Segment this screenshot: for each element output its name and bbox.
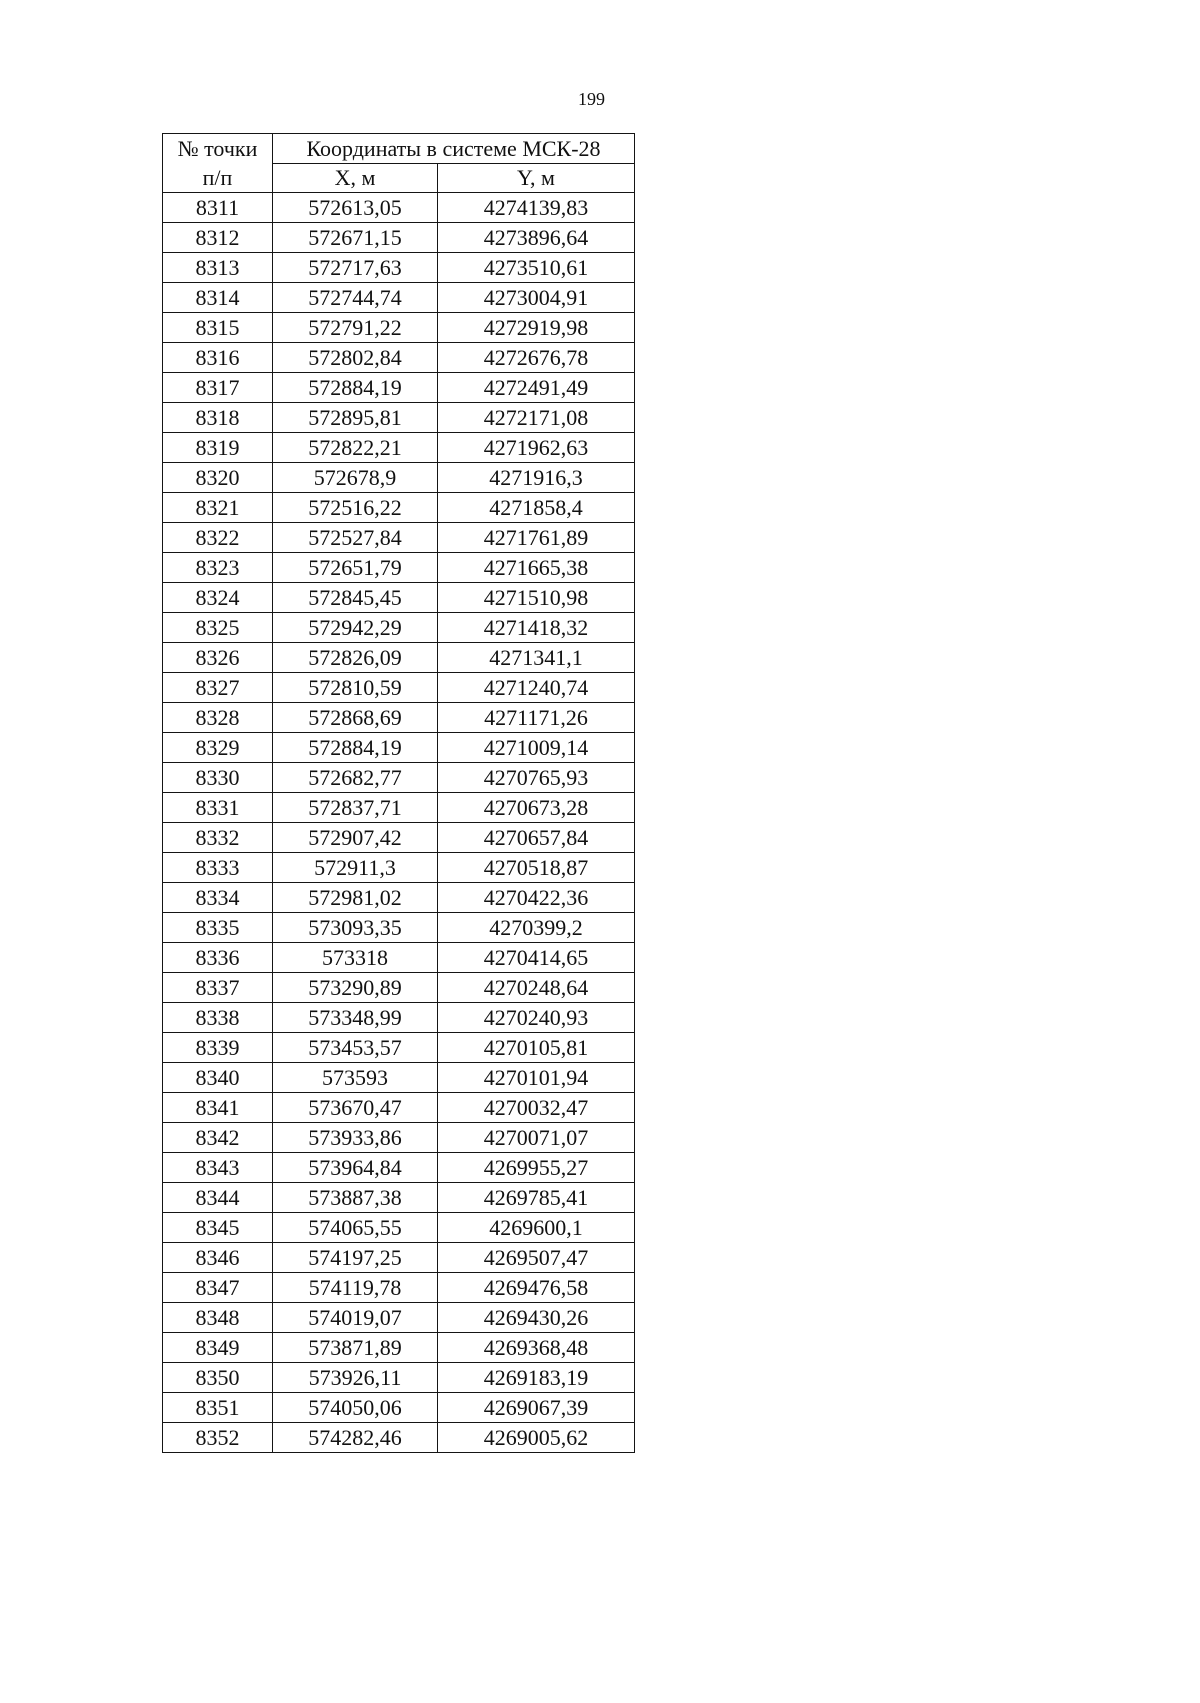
x-coordinate-cell: 572822,21 [273,433,438,463]
x-coordinate-cell: 572651,79 [273,553,438,583]
point-number-cell: 8321 [163,493,273,523]
x-coordinate-cell: 572682,77 [273,763,438,793]
x-coordinate-cell: 573670,47 [273,1093,438,1123]
table-row [163,973,635,1003]
x-coordinate-cell: 572717,63 [273,253,438,283]
point-number-cell: 8336 [163,943,273,973]
y-coordinate-cell: 4273510,61 [438,253,635,283]
x-coordinate-cell: 573926,11 [273,1363,438,1393]
y-coordinate-cell: 4269955,27 [438,1153,635,1183]
y-coordinate-cell: 4269476,58 [438,1273,635,1303]
y-coordinate-cell: 4272919,98 [438,313,635,343]
x-coordinate-cell: 572837,71 [273,793,438,823]
x-coordinate-cell: 572613,05 [273,193,438,223]
table-row [163,313,635,343]
x-coordinate-cell: 572981,02 [273,883,438,913]
x-coordinate-cell: 574282,46 [273,1423,438,1453]
point-number-cell: 8352 [163,1423,273,1453]
point-number-cell: 8330 [163,763,273,793]
x-coordinate-cell: 573348,99 [273,1003,438,1033]
x-coordinate-cell: 574065,55 [273,1213,438,1243]
table-row [163,343,635,373]
x-coordinate-cell: 573318 [273,943,438,973]
y-coordinate-cell: 4272676,78 [438,343,635,373]
point-number-cell: 8333 [163,853,273,883]
point-number-cell: 8328 [163,703,273,733]
x-coordinate-cell: 572678,9 [273,463,438,493]
table-row [163,883,635,913]
table-row [163,433,635,463]
x-coordinate-cell: 572884,19 [273,373,438,403]
table-row [163,823,635,853]
point-number-header-line2: п/п [202,165,233,190]
x-coordinate-cell: 572802,84 [273,343,438,373]
table-row [163,733,635,763]
y-coordinate-cell: 4270414,65 [438,943,635,973]
y-coordinate-cell: 4271510,98 [438,583,635,613]
table-row [163,1183,635,1213]
point-number-cell: 8347 [163,1273,273,1303]
y-coordinate-cell: 4270399,2 [438,913,635,943]
y-coordinate-cell: 4269600,1 [438,1213,635,1243]
table-row [163,283,635,313]
table-row [163,1033,635,1063]
table-row [163,583,635,613]
point-number-cell: 8314 [163,283,273,313]
point-number-cell: 8342 [163,1123,273,1153]
point-number-cell: 8315 [163,313,273,343]
point-number-cell: 8351 [163,1393,273,1423]
y-coordinate-cell: 4271171,26 [438,703,635,733]
point-number-cell: 8316 [163,343,273,373]
table-row [163,1363,635,1393]
point-number-cell: 8345 [163,1213,273,1243]
point-number-cell: 8332 [163,823,273,853]
table-row [163,1243,635,1273]
table-row [163,1093,635,1123]
point-number-cell: 8317 [163,373,273,403]
point-number-cell: 8324 [163,583,273,613]
y-coordinate-cell: 4272171,08 [438,403,635,433]
x-coordinate-cell: 574197,25 [273,1243,438,1273]
x-coordinate-cell: 572810,59 [273,673,438,703]
x-coordinate-cell: 572845,45 [273,583,438,613]
y-coordinate-cell: 4269183,19 [438,1363,635,1393]
x-coordinate-cell: 573964,84 [273,1153,438,1183]
x-column-header: X, м [273,164,438,193]
point-number-cell: 8329 [163,733,273,763]
table-row [163,193,635,223]
x-coordinate-cell: 572791,22 [273,313,438,343]
table-row [163,853,635,883]
point-number-header-line1: № точки [177,136,258,161]
y-coordinate-cell: 4270518,87 [438,853,635,883]
table-row [163,553,635,583]
x-coordinate-cell: 572744,74 [273,283,438,313]
table-row [163,463,635,493]
point-number-cell: 8325 [163,613,273,643]
y-coordinate-cell: 4269368,48 [438,1333,635,1363]
table-row [163,1063,635,1093]
point-number-cell: 8348 [163,1303,273,1333]
table-body [163,193,635,1453]
point-number-cell: 8341 [163,1093,273,1123]
point-number-cell: 8331 [163,793,273,823]
point-number-cell: 8322 [163,523,273,553]
point-number-header [163,134,273,193]
point-number-cell: 8323 [163,553,273,583]
header-row-top [163,134,635,164]
y-coordinate-cell: 4271418,32 [438,613,635,643]
x-coordinate-cell: 572911,3 [273,853,438,883]
table-row [163,793,635,823]
table-row [163,943,635,973]
x-coordinate-cell: 573887,38 [273,1183,438,1213]
x-coordinate-cell: 572907,42 [273,823,438,853]
point-number-cell: 8343 [163,1153,273,1183]
table-row [163,1333,635,1363]
y-coordinate-cell: 4270673,28 [438,793,635,823]
table-row [163,493,635,523]
point-number-cell: 8340 [163,1063,273,1093]
x-coordinate-cell: 572942,29 [273,613,438,643]
x-coordinate-cell: 572516,22 [273,493,438,523]
y-coordinate-cell: 4271665,38 [438,553,635,583]
y-coordinate-cell: 4269785,41 [438,1183,635,1213]
table-row [163,1393,635,1423]
point-number-cell: 8339 [163,1033,273,1063]
y-coordinate-cell: 4270071,07 [438,1123,635,1153]
x-coordinate-cell: 573093,35 [273,913,438,943]
table-row [163,253,635,283]
x-coordinate-cell: 574050,06 [273,1393,438,1423]
y-coordinate-cell: 4269430,26 [438,1303,635,1333]
y-coordinate-cell: 4269507,47 [438,1243,635,1273]
table-row [163,1123,635,1153]
y-coordinate-cell: 4271916,3 [438,463,635,493]
point-number-cell: 8337 [163,973,273,1003]
point-number-cell: 8318 [163,403,273,433]
x-coordinate-cell: 572826,09 [273,643,438,673]
y-coordinate-cell: 4271761,89 [438,523,635,553]
y-coordinate-cell: 4269005,62 [438,1423,635,1453]
table-row [163,613,635,643]
point-number-cell: 8334 [163,883,273,913]
y-coordinate-cell: 4270101,94 [438,1063,635,1093]
table-row [163,403,635,433]
y-coordinate-cell: 4271240,74 [438,673,635,703]
x-coordinate-cell: 572868,69 [273,703,438,733]
table-row [163,223,635,253]
x-coordinate-cell: 574019,07 [273,1303,438,1333]
table-row [163,1153,635,1183]
table-row [163,673,635,703]
point-number-cell: 8338 [163,1003,273,1033]
table-row [163,763,635,793]
coordinates-group-header: Координаты в системе МСК-28 [273,134,635,164]
point-number-cell: 8350 [163,1363,273,1393]
y-coordinate-cell: 4273896,64 [438,223,635,253]
y-coordinate-cell: 4271341,1 [438,643,635,673]
point-number-cell: 8312 [163,223,273,253]
table-row [163,1303,635,1333]
y-column-header: Y, м [438,164,635,193]
point-number-cell: 8346 [163,1243,273,1273]
point-number-cell: 8327 [163,673,273,703]
point-number-cell: 8320 [163,463,273,493]
coordinates-table [162,133,635,1453]
x-coordinate-cell: 573933,86 [273,1123,438,1153]
y-coordinate-cell: 4270105,81 [438,1033,635,1063]
point-number-cell: 8326 [163,643,273,673]
point-number-cell: 8335 [163,913,273,943]
y-coordinate-cell: 4269067,39 [438,1393,635,1423]
table-row [163,1213,635,1243]
x-coordinate-cell: 573453,57 [273,1033,438,1063]
table-row [163,1003,635,1033]
table-row [163,643,635,673]
point-number-cell: 8313 [163,253,273,283]
table-row [163,703,635,733]
y-coordinate-cell: 4272491,49 [438,373,635,403]
point-number-cell: 8349 [163,1333,273,1363]
x-coordinate-cell: 572671,15 [273,223,438,253]
y-coordinate-cell: 4270765,93 [438,763,635,793]
y-coordinate-cell: 4271009,14 [438,733,635,763]
y-coordinate-cell: 4274139,83 [438,193,635,223]
table-row [163,1273,635,1303]
table-row [163,373,635,403]
x-coordinate-cell: 573290,89 [273,973,438,1003]
table-row [163,523,635,553]
y-coordinate-cell: 4271962,63 [438,433,635,463]
x-coordinate-cell: 572895,81 [273,403,438,433]
x-coordinate-cell: 573871,89 [273,1333,438,1363]
table-row [163,1423,635,1453]
point-number-cell: 8344 [163,1183,273,1213]
x-coordinate-cell: 574119,78 [273,1273,438,1303]
x-coordinate-cell: 572884,19 [273,733,438,763]
y-coordinate-cell: 4270032,47 [438,1093,635,1123]
y-coordinate-cell: 4270422,36 [438,883,635,913]
x-coordinate-cell: 572527,84 [273,523,438,553]
y-coordinate-cell: 4271858,4 [438,493,635,523]
table-row [163,913,635,943]
y-coordinate-cell: 4270240,93 [438,1003,635,1033]
table-header [163,134,635,193]
page-number: 199 [578,89,605,109]
point-number-cell: 8319 [163,433,273,463]
y-coordinate-cell: 4270248,64 [438,973,635,1003]
y-coordinate-cell: 4270657,84 [438,823,635,853]
point-number-cell: 8311 [163,193,273,223]
y-coordinate-cell: 4273004,91 [438,283,635,313]
x-coordinate-cell: 573593 [273,1063,438,1093]
